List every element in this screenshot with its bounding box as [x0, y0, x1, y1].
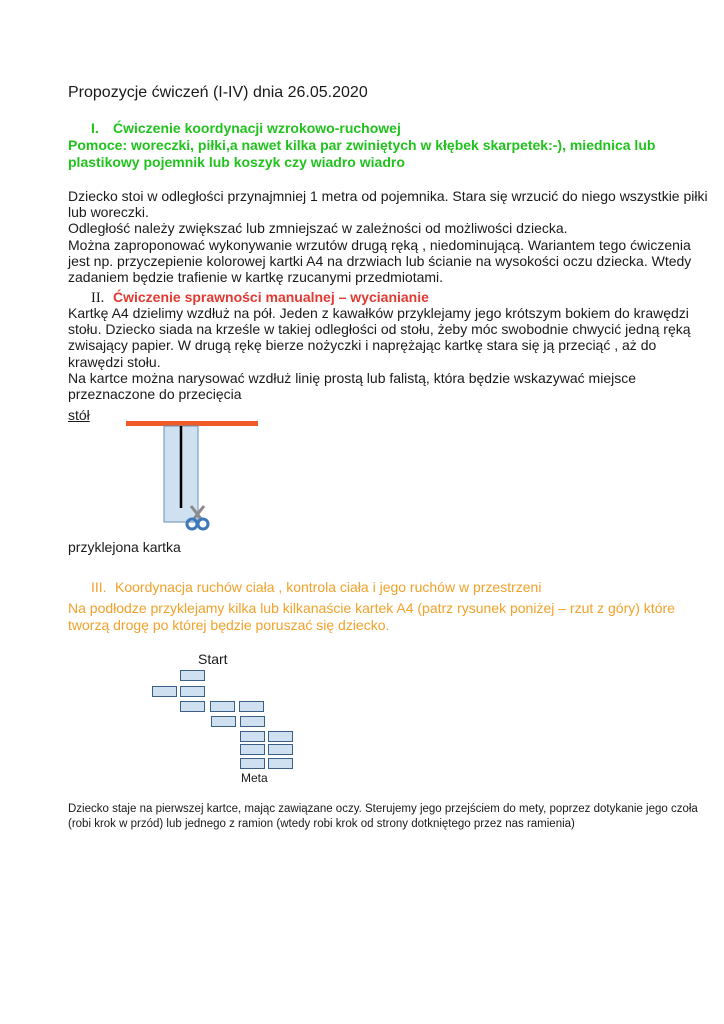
section-2-title: Ćwiczenie sprawności manualnej – wycianianie	[113, 289, 429, 305]
path-card	[152, 686, 177, 697]
section-2-line-2: Na kartce można narysować wzdłuż linię prostą lub falistą, która będzie wskazywać miejsce przeznaczone do przecięcia	[68, 369, 637, 403]
path-card	[180, 686, 205, 697]
path-card	[180, 670, 205, 681]
path-card	[240, 744, 265, 755]
cutting-figure	[120, 418, 260, 538]
end-label: Meta	[241, 771, 268, 785]
path-card	[240, 731, 265, 742]
section-2-number: II.	[91, 290, 105, 306]
section-1-line-1: Dziecko stoi w odległości przynajmniej 1 metra od pojemnika. Stara się wrzucić do niego wszystkie piłki lub woreczki.	[68, 188, 708, 221]
section-2-paragraph	[68, 305, 708, 402]
start-label: Start	[198, 651, 228, 667]
path-card	[268, 758, 293, 769]
table-edge	[126, 421, 258, 426]
closing-paragraph: Dziecko staje na pierwszej kartce, mając zawiązane oczy. Sterujemy jego przejściem do mety, poprzez dotykanie jego czoła (robi krok w przód) lub jednego z ramion (wtedy robi krok od strony dotkniętego przez nas ramienia)	[68, 803, 698, 830]
section-1-aids: Pomoce: woreczki, piłki,a nawet kilka par zwiniętych w kłębek skarpetek:-), miednica lub plastikowy pojemnik lub koszyk czy wiadro wiadro	[68, 137, 656, 170]
section-1-heading	[91, 120, 401, 136]
section-3-number: III.	[91, 579, 107, 595]
section-3-heading	[91, 579, 541, 595]
section-3-title: Koordynacja ruchów ciała , kontrola ciała i jego ruchów w przestrzeni	[115, 579, 542, 595]
table-label: stół	[68, 407, 90, 423]
path-card	[180, 701, 205, 712]
path-card	[211, 716, 236, 727]
section-1-title: Ćwiczenie koordynacji wzrokowo-ruchowej	[113, 120, 401, 136]
paper-label: przyklejona kartka	[68, 539, 181, 555]
path-card	[210, 701, 235, 712]
path-card	[240, 716, 265, 727]
section-1-paragraph	[68, 188, 708, 285]
path-card	[268, 731, 293, 742]
page-title: Propozycje ćwiczeń (I-IV) dnia 26.05.2020	[68, 84, 368, 101]
path-card	[240, 758, 265, 769]
section-1-number: I.	[91, 120, 99, 136]
path-card	[239, 701, 264, 712]
section-1-line-2: Odległość należy zwiększać lub zmniejszać w zależności od możliwości dziecka.	[68, 220, 568, 237]
section-2-line-1: Kartkę A4 dzielimy wzdłuż na pół. Jeden z kawałków przyklejamy jego krótszym bokiem do krawędzi stołu. Dziecko siada na krześle w takiej odległości od stołu, żeby móc swobodnie chwycić jedną ręką zwisający papier. W drugą rękę bierze nożyczki i naprężając kartkę stara się ją przeciąć , aż do krawędzi stołu.	[68, 305, 691, 370]
section-3-paragraph: Na podłodze przyklejamy kilka lub kilkanaście kartek A4 (patrz rysunek poniżej – rzut z góry) które tworzą drogę po której będzie poruszać się dziecko.	[68, 600, 675, 633]
path-card	[268, 744, 293, 755]
section-1-line-3: Można zaproponować wykonywanie wrzutów drugą ręką , niedominującą. Wariantem tego ćwiczenia jest np. przyczepienie kolorowej kartki A4 na drzwiach lub ścianie na wysokości oczu dziecka. Wtedy zadaniem będzie trafienie w kartkę rzucanymi przedmiotami.	[68, 236, 692, 286]
